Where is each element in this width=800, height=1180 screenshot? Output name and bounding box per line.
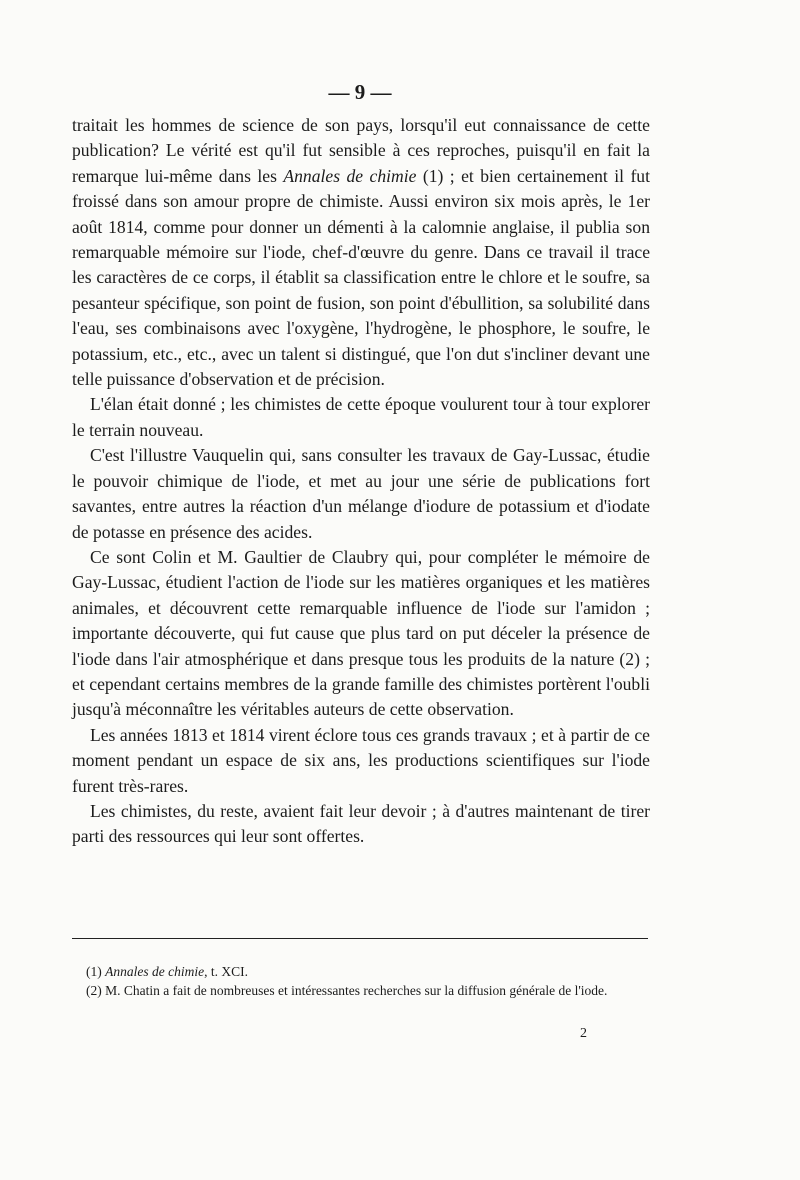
paragraph-6: Les chimistes, du reste, avaient fait leur devoir ; à d'autres maintenant de tirer parti des ressources qui leur sont offertes. bbox=[72, 800, 650, 847]
page-number: — 9 — bbox=[328, 80, 392, 104]
footnote-2-marker: (2) bbox=[86, 983, 106, 998]
paragraph-1 bbox=[72, 113, 650, 392]
footnote-1 bbox=[72, 962, 650, 981]
footnote-1-marker: (1) bbox=[86, 964, 106, 979]
paragraph-4: Ce sont Colin et M. Gaultier de Claubry qui, pour compléter le mémoire de Gay-Lussac, étudient l'action de l'iode sur les matières organiques et les matières animales, et découvrent cette remarquable influence de l'iode sur l'amidon ; importante découverte, qui fut cause que plus tard on put déceler la présence de l'iode dans l'air atmosphérique et dans presque tous les produits de la nature (2) ; et cependant certains membres de la grande famille des chimistes portèrent l'oubli jusqu'à méconnaître les véritables auteurs de cette observation. bbox=[72, 546, 650, 720]
paragraph-3: C'est l'illustre Vauquelin qui, sans consulter les travaux de Gay-Lussac, étudie le pouvoir chimique de l'iode, et met au jour une série de publications fort savantes, entre autres la réaction d'un mélange d'iodure de potassium et d'iodate de potasse en présence des acides. bbox=[72, 445, 650, 542]
footnote-divider bbox=[72, 938, 648, 939]
footnote-1-title: Annales de chimie bbox=[105, 964, 205, 979]
paragraph-2: L'élan était donné ; les chimistes de cette époque voulurent tour à tour explorer le terrain nouveau. bbox=[72, 394, 650, 440]
footnotes bbox=[72, 962, 650, 1000]
footnote-2 bbox=[72, 981, 650, 1000]
paragraph-1-text-after: (1) ; et bien certainement il fut froissé dans son amour propre de chimiste. Aussi environ six mois après, le 1er août 1814, comme pour donner un démenti à la calomnie anglaise, il publia son remarquable mémoire sur l'iode, chef-d'œuvre du genre. Dans ce travail il trace les caractères de ce corps, il établit sa classification entre le chlore et le soufre, sa pesanteur spécifique, son point de fusion, son point d'ébullition, sa solubilité dans l'eau, ses combinaisons avec l'oxygène, l'hydrogène, le phosphore, le soufre, le potassium, etc., etc., avec un talent si distingué, que l'on dut s'incliner devant une telle puissance d'observation et de précision. bbox=[72, 165, 650, 390]
signature-mark: 2 bbox=[580, 1026, 587, 1041]
footnote-2-text: M. Chatin a fait de nombreuses et intéressantes recherches sur la diffusion générale de l'iode. bbox=[105, 983, 608, 998]
paragraph-1-text: traitait les hommes de science de son pays, lorsqu'il eut connaissance de cette publication? Le vérité est qu'il fut sensible à ces reproches, puisqu'il en fait la remarque lui-même dans les bbox=[72, 115, 650, 186]
footnote-1-text: , t. XCI. bbox=[204, 964, 248, 979]
journal-title: Annales de chimie bbox=[283, 165, 417, 186]
body-text bbox=[72, 113, 650, 850]
paragraph-5: Les années 1813 et 1814 virent éclore tous ces grands travaux ; et à partir de ce moment pendant un espace de six ans, les productions scientifiques sur l'iode furent très-rares. bbox=[72, 724, 650, 796]
